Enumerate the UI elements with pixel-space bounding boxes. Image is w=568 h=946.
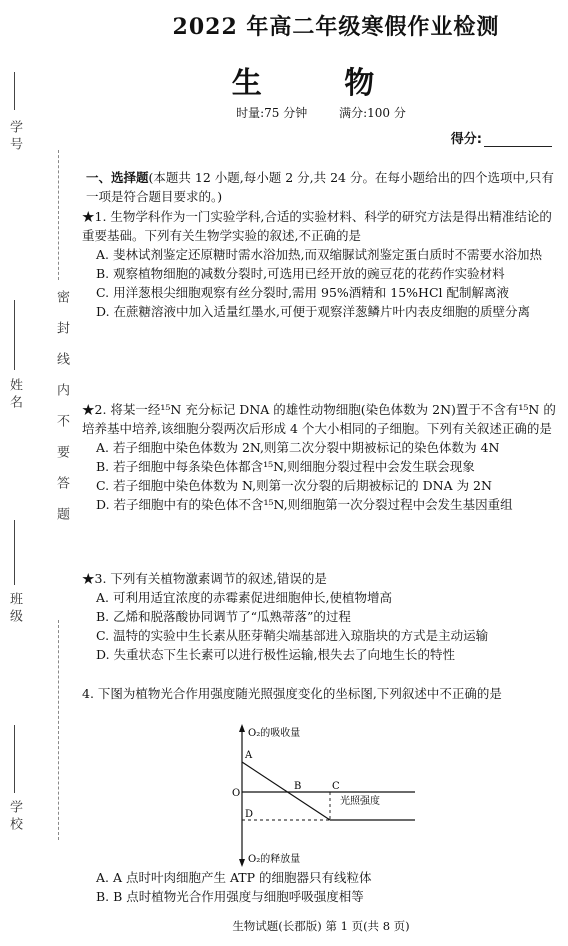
question-4-options <box>82 868 560 906</box>
section-instructions <box>86 168 558 206</box>
class-line <box>14 520 15 585</box>
score-box <box>451 128 552 147</box>
question-1-option-c: C. 用洋葱根尖细胞观察有丝分裂时,需用 95%酒精和 15%HCl 配制解离液 <box>96 285 509 300</box>
question-1 <box>82 207 560 321</box>
seal-dash-bottom <box>58 620 59 840</box>
name-label: 姓 名 <box>7 378 22 409</box>
exam-meta <box>82 104 560 121</box>
question-4-option-a: A. A 点时叶肉细胞产生 ATP 的细胞器只有线粒体 <box>96 870 372 885</box>
name-line <box>14 300 15 370</box>
question-3-option-d: D. 失重状态下生长素可以进行极性运输,根失去了向地生长的特性 <box>96 647 455 662</box>
graph-point-a-label: A <box>245 750 253 761</box>
full-score: 满分:100 分 <box>339 106 406 120</box>
question-4 <box>82 684 560 703</box>
graph-y-arrow-bottom <box>239 859 245 867</box>
graph-curve-decline <box>242 762 330 820</box>
graph-y-arrow-top <box>239 724 245 732</box>
question-2-option-d: D. 若子细胞中有的染色体不含¹⁵N,则细胞第一次分裂过程中会发生基因重组 <box>96 497 513 512</box>
question-3-stem: ★3. 下列有关植物激素调节的叙述,错误的是 <box>82 571 327 586</box>
section-heading: 一、选择题 <box>86 170 149 185</box>
score-blank[interactable] <box>484 146 552 147</box>
question-2 <box>82 400 560 514</box>
binding-strip <box>0 0 75 946</box>
graph-y-top-label: O₂的吸收量 <box>248 728 301 739</box>
question-1-option-d: D. 在蔗糖溶液中加入适量红墨水,可便于观察洋葱鳞片叶内表皮细胞的质壁分离 <box>96 304 530 319</box>
question-3-option-b: B. 乙烯和脱落酸协同调节了“瓜熟蒂落”的过程 <box>96 609 351 624</box>
question-3-option-c: C. 温特的实验中生长素从胚芽鞘尖端基部进入琼脂块的方式是主动运输 <box>96 628 489 643</box>
seal-notice: 密封线内不要答题 <box>54 290 69 538</box>
question-1-option-b: B. 观察植物细胞的减数分裂时,可选用已经开放的豌豆花的花药作实验材料 <box>96 266 505 281</box>
graph-origin-label: O <box>232 788 241 799</box>
graph-x-label: 光照强度 <box>340 796 380 807</box>
graph-point-d-label: D <box>245 809 254 820</box>
question-1-option-a: A. 斐林试剂鉴定还原糖时需水浴加热,而双缩脲试剂鉴定蛋白质时不需要水浴加热 <box>96 247 542 262</box>
school-line <box>14 725 15 793</box>
section-instructions-text: (本题共 12 小题,每小题 2 分,共 24 分。在每小题给出的四个选项中,只有一项是符合题目要求的。) <box>86 170 554 204</box>
question-3 <box>82 569 560 664</box>
question-2-option-c: C. 若子细胞中染色体数为 N,则第一次分裂的后期被标记的 DNA 为 2N <box>96 478 492 493</box>
question-2-option-b: B. 若子细胞中每条染色体都含¹⁵N,则细胞分裂过程中会发生联会现象 <box>96 459 475 474</box>
question-4-stem: 4. 下图为植物光合作用强度随光照强度变化的坐标图,下列叙述中不正确的是 <box>82 686 502 701</box>
subject-title: 生 物 <box>231 66 411 101</box>
exam-title: 2022 年高二年级寒假作业检测 <box>172 14 500 40</box>
question-2-option-a: A. 若子细胞中染色体数为 2N,则第二次分裂中期被标记的染色体数为 4N <box>96 440 500 455</box>
question-2-stem: ★2. 将某一经¹⁵N 充分标记 DNA 的雄性动物细胞(染色体数为 2N)置于不含有¹⁵N 的培养基中培养,该细胞分裂两次后形成 4 个大小相同的子细胞。下列有关叙述正确的是 <box>82 402 556 436</box>
graph-point-b-label: B <box>294 781 302 792</box>
seal-dash-top <box>58 150 59 280</box>
school-label: 学 校 <box>7 800 22 831</box>
question-1-stem: ★1. 生物学科作为一门实验学科,合适的实验材料、科学的研究方法是得出精准结论的重要基础。下列有关生物学实验的叙述,不正确的是 <box>82 209 552 243</box>
student-id-line <box>14 72 15 110</box>
score-label: 得分: <box>450 132 482 147</box>
question-4-option-b: B. B 点时植物光合作用强度与细胞呼吸强度相等 <box>96 889 364 904</box>
time-limit: 时量:75 分钟 <box>236 106 308 120</box>
student-id-label: 学 号 <box>7 120 22 151</box>
class-label: 班 级 <box>7 592 22 623</box>
graph-point-c-label: C <box>332 781 340 792</box>
question-3-option-a: A. 可利用适宜浓度的赤霉素促进细胞伸长,使植物增高 <box>96 590 392 605</box>
graph-y-bottom-label: O₂的释放量 <box>248 854 301 865</box>
light-intensity-graph <box>230 724 530 869</box>
page-footer: 生物试题(长郡版) 第 1 页(共 8 页) <box>232 919 410 933</box>
